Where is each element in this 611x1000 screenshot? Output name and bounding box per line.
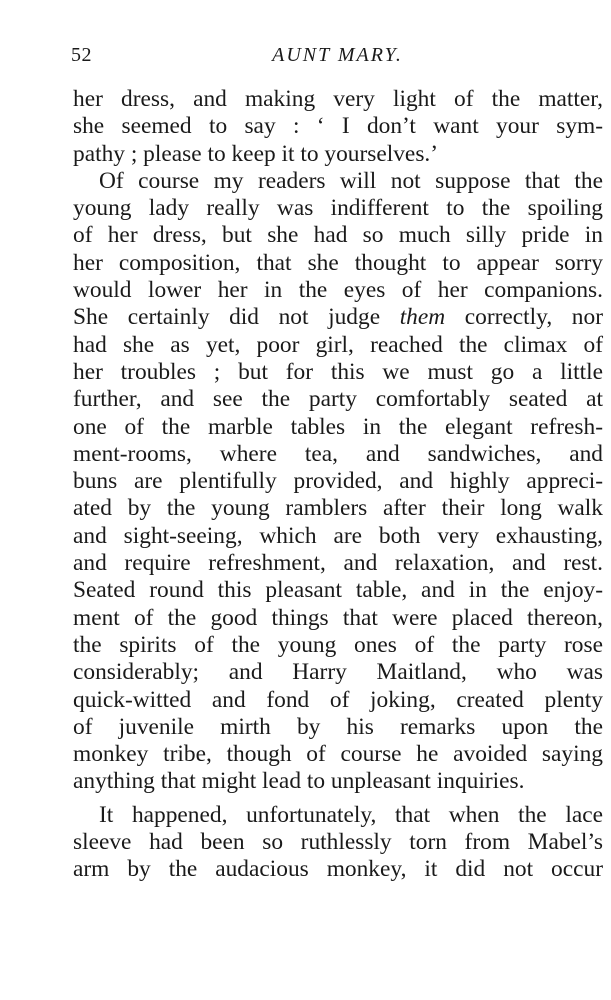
- text-line: ment of the good things that were placed thereon,: [73, 604, 603, 631]
- text-line: would lower her in the eyes of her companions.: [73, 277, 603, 304]
- text-line: young lady really was indifferent to the spoiling: [73, 195, 603, 222]
- text-line: her dress, and making very light of the matter,: [73, 86, 603, 112]
- text-line: and sight-seeing, which are both very exhausting,: [73, 522, 603, 549]
- text-line: anything that might lead to unpleasant inquiries.: [73, 768, 525, 795]
- text-line: Of course my readers will not suppose that the: [99, 167, 603, 194]
- text-line: the spirits of the young ones of the party rose: [73, 631, 603, 658]
- text-line: ment-rooms, where tea, and sandwiches, and: [73, 440, 603, 467]
- text-line: she seemed to say : ‘ I don’t want your sym-: [73, 113, 603, 140]
- text-line: further, and see the party comfortably seated at: [73, 386, 603, 413]
- text-line: sleeve had been so ruthlessly torn from Mabel’s: [73, 829, 603, 856]
- text-line: one of the marble tables in the elegant refresh-: [73, 413, 603, 440]
- emphasized-word: them: [399, 304, 446, 331]
- text-line: ated by the young ramblers after their long walk: [73, 495, 603, 522]
- text-line-with-emphasis: [73, 304, 603, 331]
- text-line: had she as yet, poor girl, reached the climax of: [73, 331, 603, 358]
- text-line: considerably; and Harry Maitland, who was: [73, 659, 603, 686]
- text-line: quick-witted and fond of joking, created plenty: [73, 686, 603, 713]
- text-line: Seated round this pleasant table, and in the enjoy-: [73, 577, 603, 604]
- text-line: and require refreshment, and relaxation, and rest.: [73, 550, 603, 577]
- text-line: arm by the audacious monkey, it did not occur: [73, 856, 603, 883]
- text-line: of juvenile mirth by his remarks upon the: [73, 713, 603, 740]
- text-line: of her dress, but she had so much silly pride in: [73, 222, 603, 249]
- text-segment: correctly, nor: [464, 304, 603, 331]
- text-line: pathy ; please to keep it to yourselves.’: [73, 140, 439, 167]
- text-line: monkey tribe, though of course he avoided saying: [73, 741, 603, 768]
- running-title: AUNT MARY.: [272, 44, 403, 66]
- page-number: 52: [71, 44, 92, 66]
- text-segment: She certainly did not judge: [73, 304, 381, 331]
- text-line: buns are plentifully provided, and highly appreci-: [73, 468, 603, 495]
- body-text: [73, 86, 603, 884]
- page-header: [71, 44, 604, 74]
- text-line: her composition, that she thought to appear sorry: [73, 249, 603, 276]
- text-line: her troubles ; but for this we must go a little: [73, 358, 603, 385]
- text-line: It happened, unfortunately, that when the lace: [99, 801, 603, 828]
